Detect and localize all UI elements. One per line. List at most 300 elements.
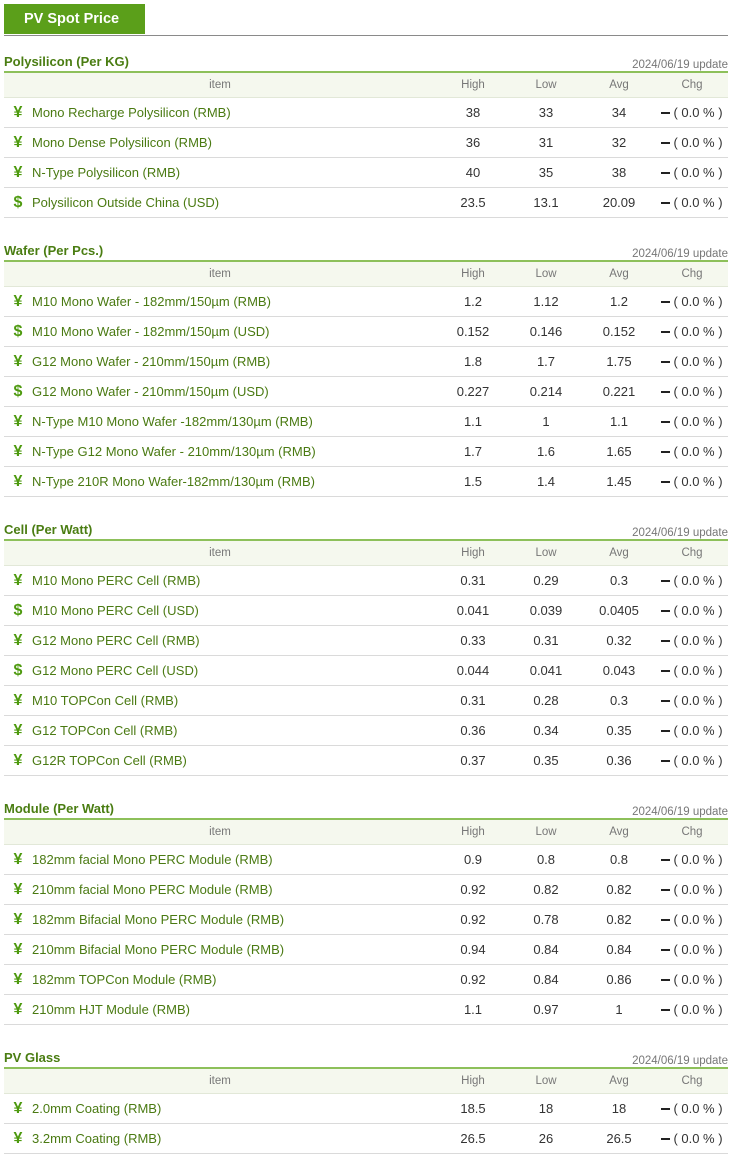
change-value: ( 0.0 % ) (673, 972, 723, 987)
item-name[interactable]: N-Type 210R Mono Wafer-182mm/130µm (RMB) (32, 473, 315, 489)
avg-value: 1.65 (582, 437, 656, 467)
high-value: 0.31 (436, 686, 510, 716)
no-change-dash-icon (661, 1009, 670, 1011)
table-header-row (4, 541, 728, 566)
change-cell (656, 965, 728, 995)
change-value: ( 0.0 % ) (673, 1002, 723, 1017)
avg-value: 0.82 (582, 875, 656, 905)
low-value: 0.146 (510, 317, 582, 347)
avg-value: 0.84 (582, 935, 656, 965)
high-value: 1.1 (436, 407, 510, 437)
table-row[interactable] (4, 656, 728, 686)
high-value: 0.227 (436, 377, 510, 407)
table-row[interactable] (4, 347, 728, 377)
table-row[interactable] (4, 407, 728, 437)
column-header-high: High (436, 820, 510, 845)
change-cell (656, 905, 728, 935)
item-name[interactable]: G12 Mono PERC Cell (USD) (32, 662, 199, 678)
item-name[interactable]: 3.2mm Coating (RMB) (32, 1130, 162, 1146)
price-table (4, 541, 728, 776)
change-value: ( 0.0 % ) (673, 912, 723, 927)
table-header-row (4, 820, 728, 845)
change-value: ( 0.0 % ) (673, 354, 723, 369)
yuan-icon: ¥ (13, 751, 23, 769)
item-cell[interactable] (4, 746, 436, 776)
no-change-dash-icon (661, 172, 670, 174)
change-value: ( 0.0 % ) (673, 942, 723, 957)
table-row[interactable] (4, 746, 728, 776)
item-cell[interactable] (4, 377, 436, 407)
column-header-avg: Avg (582, 820, 656, 845)
change-value: ( 0.0 % ) (673, 105, 723, 120)
change-value: ( 0.0 % ) (673, 135, 723, 150)
avg-value: 18 (582, 1094, 656, 1124)
item-name[interactable]: 182mm facial Mono PERC Module (RMB) (32, 851, 273, 867)
no-change-dash-icon (661, 142, 670, 144)
table-row[interactable] (4, 905, 728, 935)
table-row[interactable] (4, 965, 728, 995)
table-row[interactable] (4, 188, 728, 218)
section-header (4, 237, 728, 262)
change-cell (656, 467, 728, 497)
change-cell (656, 128, 728, 158)
high-value: 1.1 (436, 995, 510, 1025)
item-cell[interactable] (4, 467, 436, 497)
no-change-dash-icon (661, 202, 670, 204)
column-header-chg: Chg (656, 262, 728, 287)
change-cell (656, 188, 728, 218)
price-section (4, 795, 728, 1025)
low-value: 0.35 (510, 746, 582, 776)
item-name[interactable]: Mono Dense Polysilicon (RMB) (32, 134, 212, 150)
change-cell (656, 1094, 728, 1124)
table-row[interactable] (4, 845, 728, 875)
avg-value: 1.75 (582, 347, 656, 377)
table-row[interactable] (4, 566, 728, 596)
column-header-avg: Avg (582, 73, 656, 98)
yuan-icon: ¥ (13, 691, 23, 709)
change-cell (656, 935, 728, 965)
yuan-icon: ¥ (13, 880, 23, 898)
item-name[interactable]: M10 Mono PERC Cell (USD) (32, 602, 199, 618)
item-cell[interactable] (4, 347, 436, 377)
column-header-low: Low (510, 541, 582, 566)
section-title: Wafer (Per Pcs.) (4, 243, 104, 258)
item-cell[interactable] (4, 716, 436, 746)
low-value: 18 (510, 1094, 582, 1124)
low-value: 1.7 (510, 347, 582, 377)
table-row[interactable] (4, 716, 728, 746)
table-row[interactable] (4, 1124, 728, 1154)
yuan-icon: ¥ (13, 412, 23, 430)
avg-value: 1 (582, 995, 656, 1025)
table-header-row (4, 262, 728, 287)
item-name[interactable]: G12 Mono Wafer - 210mm/150µm (RMB) (32, 353, 271, 369)
item-name[interactable]: 210mm facial Mono PERC Module (RMB) (32, 881, 273, 897)
yuan-icon: ¥ (13, 352, 23, 370)
change-cell (656, 317, 728, 347)
avg-value: 0.043 (582, 656, 656, 686)
no-change-dash-icon (661, 331, 670, 333)
low-value: 0.29 (510, 566, 582, 596)
low-value: 0.97 (510, 995, 582, 1025)
section-header (4, 48, 728, 73)
item-cell[interactable] (4, 995, 436, 1025)
yuan-icon: ¥ (13, 571, 23, 589)
low-value: 0.78 (510, 905, 582, 935)
change-value: ( 0.0 % ) (673, 444, 723, 459)
yuan-icon: ¥ (13, 940, 23, 958)
no-change-dash-icon (661, 919, 670, 921)
column-header-avg: Avg (582, 262, 656, 287)
yuan-icon: ¥ (13, 631, 23, 649)
change-value: ( 0.0 % ) (673, 324, 723, 339)
high-value: 0.31 (436, 566, 510, 596)
change-cell (656, 626, 728, 656)
avg-value: 0.86 (582, 965, 656, 995)
table-row[interactable] (4, 128, 728, 158)
no-change-dash-icon (661, 730, 670, 732)
item-cell[interactable] (4, 158, 436, 188)
table-row[interactable] (4, 626, 728, 656)
price-table (4, 1069, 728, 1154)
avg-value: 32 (582, 128, 656, 158)
column-header-high: High (436, 1069, 510, 1094)
table-row[interactable] (4, 596, 728, 626)
high-value: 0.94 (436, 935, 510, 965)
avg-value: 0.3 (582, 686, 656, 716)
high-value: 1.8 (436, 347, 510, 377)
item-name[interactable]: M10 Mono PERC Cell (RMB) (32, 572, 201, 588)
change-cell (656, 98, 728, 128)
dollar-icon: $ (13, 322, 23, 340)
change-cell (656, 995, 728, 1025)
section-title: Module (Per Watt) (4, 801, 115, 816)
change-cell (656, 437, 728, 467)
high-value: 0.044 (436, 656, 510, 686)
section-update-date: 2024/06/19 update (632, 527, 728, 539)
no-change-dash-icon (661, 859, 670, 861)
no-change-dash-icon (661, 979, 670, 981)
tab-bar (4, 4, 728, 36)
no-change-dash-icon (661, 481, 670, 483)
column-header-high: High (436, 541, 510, 566)
item-name[interactable]: G12 Mono Wafer - 210mm/150µm (USD) (32, 383, 269, 399)
table-row[interactable] (4, 158, 728, 188)
low-value: 1.12 (510, 287, 582, 317)
tab-pv-spot-price[interactable]: PV Spot Price (4, 4, 145, 34)
section-update-date: 2024/06/19 update (632, 248, 728, 260)
column-header-low: Low (510, 73, 582, 98)
section-header (4, 516, 728, 541)
change-value: ( 0.0 % ) (673, 384, 723, 399)
low-value: 33 (510, 98, 582, 128)
item-cell[interactable] (4, 686, 436, 716)
yuan-icon: ¥ (13, 910, 23, 928)
change-cell (656, 158, 728, 188)
high-value: 0.152 (436, 317, 510, 347)
yuan-icon: ¥ (13, 133, 23, 151)
table-row[interactable] (4, 467, 728, 497)
high-value: 0.9 (436, 845, 510, 875)
section-header (4, 1044, 728, 1069)
item-cell[interactable] (4, 905, 436, 935)
no-change-dash-icon (661, 640, 670, 642)
change-value: ( 0.0 % ) (673, 195, 723, 210)
item-cell[interactable] (4, 935, 436, 965)
column-header-low: Low (510, 1069, 582, 1094)
change-value: ( 0.0 % ) (673, 723, 723, 738)
item-name[interactable]: 210mm HJT Module (RMB) (32, 1001, 190, 1017)
item-name[interactable]: 182mm TOPCon Module (RMB) (32, 971, 217, 987)
no-change-dash-icon (661, 760, 670, 762)
dollar-icon: $ (13, 193, 23, 211)
no-change-dash-icon (661, 889, 670, 891)
high-value: 0.33 (436, 626, 510, 656)
column-header-high: High (436, 262, 510, 287)
price-table (4, 73, 728, 218)
low-value: 1 (510, 407, 582, 437)
avg-value: 0.82 (582, 905, 656, 935)
no-change-dash-icon (661, 421, 670, 423)
yuan-icon: ¥ (13, 1099, 23, 1117)
change-cell (656, 1124, 728, 1154)
column-header-item: item (4, 541, 436, 566)
avg-value: 34 (582, 98, 656, 128)
item-cell[interactable] (4, 437, 436, 467)
table-header-row (4, 73, 728, 98)
dollar-icon: $ (13, 601, 23, 619)
high-value: 18.5 (436, 1094, 510, 1124)
table-row[interactable] (4, 98, 728, 128)
table-row[interactable] (4, 686, 728, 716)
item-cell[interactable] (4, 98, 436, 128)
section-update-date: 2024/06/19 update (632, 806, 728, 818)
dollar-icon: $ (13, 382, 23, 400)
change-value: ( 0.0 % ) (673, 294, 723, 309)
item-cell[interactable] (4, 188, 436, 218)
change-value: ( 0.0 % ) (673, 165, 723, 180)
high-value: 0.92 (436, 905, 510, 935)
low-value: 0.31 (510, 626, 582, 656)
item-name[interactable]: M10 Mono Wafer - 182mm/150µm (USD) (32, 323, 270, 339)
change-value: ( 0.0 % ) (673, 1131, 723, 1146)
price-section (4, 1044, 728, 1154)
low-value: 0.8 (510, 845, 582, 875)
table-row[interactable] (4, 317, 728, 347)
change-cell (656, 287, 728, 317)
no-change-dash-icon (661, 1138, 670, 1140)
change-value: ( 0.0 % ) (673, 753, 723, 768)
change-cell (656, 347, 728, 377)
change-cell (656, 845, 728, 875)
price-section (4, 237, 728, 497)
price-section (4, 48, 728, 218)
change-cell (656, 875, 728, 905)
change-value: ( 0.0 % ) (673, 414, 723, 429)
column-header-item: item (4, 820, 436, 845)
yuan-icon: ¥ (13, 721, 23, 739)
item-name[interactable]: 210mm Bifacial Mono PERC Module (RMB) (32, 941, 285, 957)
table-row[interactable] (4, 437, 728, 467)
yuan-icon: ¥ (13, 292, 23, 310)
high-value: 26.5 (436, 1124, 510, 1154)
high-value: 0.36 (436, 716, 510, 746)
column-header-chg: Chg (656, 820, 728, 845)
table-row[interactable] (4, 935, 728, 965)
avg-value: 26.5 (582, 1124, 656, 1154)
column-header-low: Low (510, 820, 582, 845)
low-value: 35 (510, 158, 582, 188)
avg-value: 38 (582, 158, 656, 188)
item-name[interactable]: G12 Mono PERC Cell (RMB) (32, 632, 200, 648)
item-name[interactable]: G12R TOPCon Cell (RMB) (32, 752, 187, 768)
no-change-dash-icon (661, 1108, 670, 1110)
column-header-low: Low (510, 262, 582, 287)
change-value: ( 0.0 % ) (673, 474, 723, 489)
column-header-chg: Chg (656, 541, 728, 566)
section-header (4, 795, 728, 820)
no-change-dash-icon (661, 361, 670, 363)
low-value: 0.34 (510, 716, 582, 746)
item-cell[interactable] (4, 656, 436, 686)
high-value: 38 (436, 98, 510, 128)
item-name[interactable]: M10 Mono Wafer - 182mm/150µm (RMB) (32, 293, 271, 309)
change-value: ( 0.0 % ) (673, 882, 723, 897)
column-header-chg: Chg (656, 1069, 728, 1094)
change-cell (656, 596, 728, 626)
high-value: 0.041 (436, 596, 510, 626)
change-value: ( 0.0 % ) (673, 852, 723, 867)
table-row[interactable] (4, 377, 728, 407)
price-section (4, 516, 728, 776)
yuan-icon: ¥ (13, 850, 23, 868)
item-cell[interactable] (4, 875, 436, 905)
low-value: 0.82 (510, 875, 582, 905)
avg-value: 0.0405 (582, 596, 656, 626)
item-cell[interactable] (4, 566, 436, 596)
item-name[interactable]: N-Type G12 Mono Wafer - 210mm/130µm (RMB) (32, 443, 316, 459)
price-table (4, 262, 728, 497)
high-value: 1.5 (436, 467, 510, 497)
no-change-dash-icon (661, 700, 670, 702)
column-header-item: item (4, 73, 436, 98)
avg-value: 20.09 (582, 188, 656, 218)
low-value: 26 (510, 1124, 582, 1154)
low-value: 31 (510, 128, 582, 158)
column-header-avg: Avg (582, 1069, 656, 1094)
no-change-dash-icon (661, 112, 670, 114)
low-value: 0.039 (510, 596, 582, 626)
low-value: 13.1 (510, 188, 582, 218)
item-name[interactable]: N-Type Polysilicon (RMB) (32, 164, 181, 180)
table-row[interactable] (4, 287, 728, 317)
item-cell[interactable] (4, 128, 436, 158)
section-update-date: 2024/06/19 update (632, 1055, 728, 1067)
avg-value: 0.32 (582, 626, 656, 656)
yuan-icon: ¥ (13, 970, 23, 988)
yuan-icon: ¥ (13, 163, 23, 181)
item-cell[interactable] (4, 965, 436, 995)
section-update-date: 2024/06/19 update (632, 59, 728, 71)
item-name[interactable]: N-Type M10 Mono Wafer -182mm/130µm (RMB) (32, 413, 313, 429)
high-value: 0.92 (436, 965, 510, 995)
column-header-chg: Chg (656, 73, 728, 98)
table-row[interactable] (4, 1094, 728, 1124)
item-cell[interactable] (4, 626, 436, 656)
avg-value: 0.3 (582, 566, 656, 596)
avg-value: 0.8 (582, 845, 656, 875)
yuan-icon: ¥ (13, 103, 23, 121)
change-cell (656, 686, 728, 716)
item-cell[interactable] (4, 317, 436, 347)
yuan-icon: ¥ (13, 472, 23, 490)
high-value: 40 (436, 158, 510, 188)
change-value: ( 0.0 % ) (673, 693, 723, 708)
item-name[interactable]: M10 TOPCon Cell (RMB) (32, 692, 179, 708)
no-change-dash-icon (661, 610, 670, 612)
item-cell[interactable] (4, 407, 436, 437)
low-value: 0.84 (510, 965, 582, 995)
column-header-item: item (4, 262, 436, 287)
high-value: 36 (436, 128, 510, 158)
change-value: ( 0.0 % ) (673, 603, 723, 618)
change-cell (656, 746, 728, 776)
item-name[interactable]: Mono Recharge Polysilicon (RMB) (32, 104, 231, 120)
table-header-row (4, 1069, 728, 1094)
change-cell (656, 566, 728, 596)
avg-value: 0.35 (582, 716, 656, 746)
low-value: 0.84 (510, 935, 582, 965)
item-name[interactable]: Polysilicon Outside China (USD) (32, 194, 220, 210)
avg-value: 1.2 (582, 287, 656, 317)
low-value: 0.214 (510, 377, 582, 407)
item-cell[interactable] (4, 596, 436, 626)
yuan-icon: ¥ (13, 1129, 23, 1147)
change-cell (656, 377, 728, 407)
high-value: 23.5 (436, 188, 510, 218)
avg-value: 0.152 (582, 317, 656, 347)
no-change-dash-icon (661, 580, 670, 582)
high-value: 1.7 (436, 437, 510, 467)
no-change-dash-icon (661, 301, 670, 303)
high-value: 1.2 (436, 287, 510, 317)
column-header-item: item (4, 1069, 436, 1094)
section-title: Cell (Per Watt) (4, 522, 93, 537)
change-value: ( 0.0 % ) (673, 573, 723, 588)
avg-value: 1.45 (582, 467, 656, 497)
item-cell[interactable] (4, 1124, 436, 1154)
column-header-high: High (436, 73, 510, 98)
table-row[interactable] (4, 875, 728, 905)
item-name[interactable]: 182mm Bifacial Mono PERC Module (RMB) (32, 911, 285, 927)
change-cell (656, 407, 728, 437)
no-change-dash-icon (661, 949, 670, 951)
high-value: 0.92 (436, 875, 510, 905)
table-row[interactable] (4, 995, 728, 1025)
yuan-icon: ¥ (13, 1000, 23, 1018)
item-cell[interactable] (4, 845, 436, 875)
item-cell[interactable] (4, 1094, 436, 1124)
item-name[interactable]: 2.0mm Coating (RMB) (32, 1100, 162, 1116)
yuan-icon: ¥ (13, 442, 23, 460)
low-value: 0.041 (510, 656, 582, 686)
item-name[interactable]: G12 TOPCon Cell (RMB) (32, 722, 178, 738)
item-cell[interactable] (4, 287, 436, 317)
section-title: PV Glass (4, 1050, 61, 1065)
price-table (4, 820, 728, 1025)
no-change-dash-icon (661, 451, 670, 453)
